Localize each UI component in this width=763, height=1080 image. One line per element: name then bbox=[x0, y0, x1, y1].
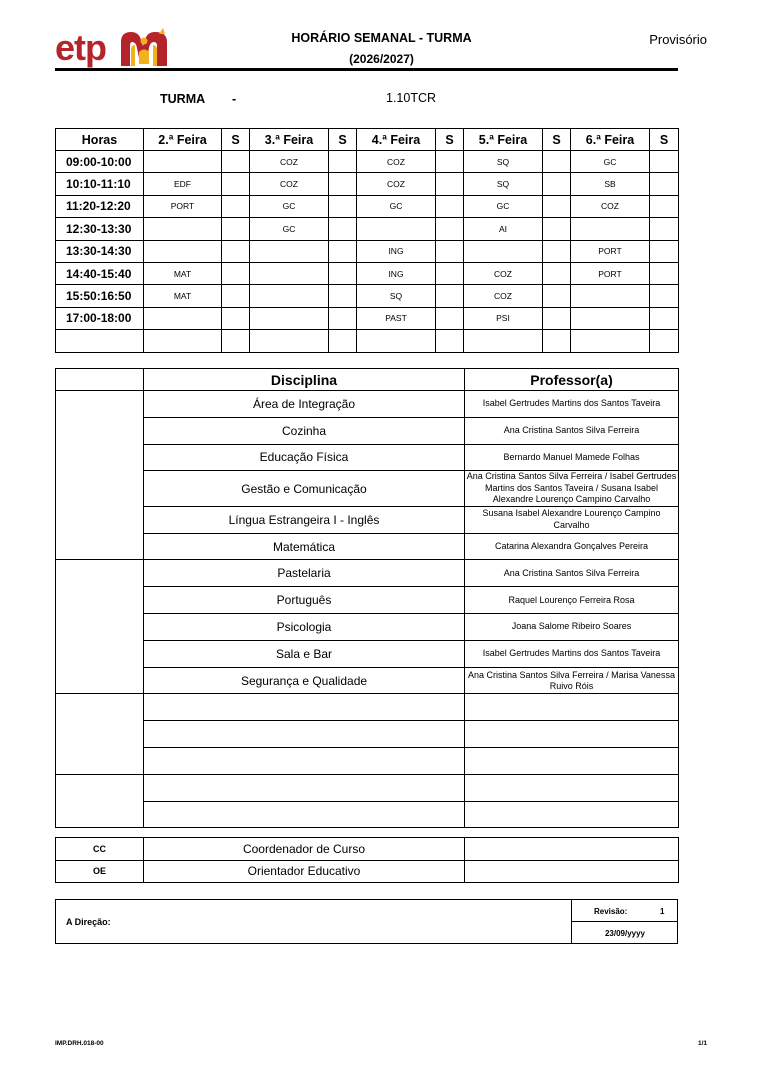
time-slot: 17:00-18:00 bbox=[56, 307, 144, 329]
group-cell bbox=[56, 774, 144, 828]
schedule-row bbox=[56, 218, 679, 240]
discipline-row bbox=[56, 391, 679, 418]
class-cell: GC bbox=[250, 218, 329, 240]
class-cell: GC bbox=[571, 151, 650, 173]
room-cell bbox=[543, 151, 571, 173]
class-cell: GC bbox=[464, 195, 543, 217]
role-code: OE bbox=[56, 860, 144, 883]
logo-text: etp bbox=[55, 27, 106, 68]
room-cell bbox=[650, 195, 679, 217]
role-name: Coordenador de Curso bbox=[144, 838, 465, 861]
class-cell: SB bbox=[571, 173, 650, 195]
coordination-row bbox=[56, 838, 679, 861]
room-cell bbox=[436, 307, 464, 329]
room-cell bbox=[650, 330, 679, 352]
class-cell bbox=[464, 240, 543, 262]
class-cell: GC bbox=[357, 195, 436, 217]
schedule-row bbox=[56, 195, 679, 217]
discipline-name bbox=[144, 748, 465, 775]
class-cell: EDF bbox=[144, 173, 222, 195]
room-cell bbox=[436, 330, 464, 352]
class-cell: ING bbox=[357, 240, 436, 262]
discipline-name: Educação Física bbox=[144, 444, 465, 471]
document-code: IMP.DRH.018-00 bbox=[55, 1040, 104, 1047]
class-cell: COZ bbox=[464, 285, 543, 307]
col-header-day: 6.ª Feira bbox=[571, 129, 650, 151]
room-cell bbox=[543, 262, 571, 284]
coordination-table bbox=[55, 837, 679, 883]
class-cell: COZ bbox=[357, 173, 436, 195]
discipline-row bbox=[56, 774, 679, 801]
class-cell bbox=[144, 307, 222, 329]
discipline-row bbox=[56, 801, 679, 828]
class-cell bbox=[357, 218, 436, 240]
room-cell bbox=[329, 240, 357, 262]
teacher-header: Professor(a) bbox=[465, 369, 679, 391]
room-cell bbox=[436, 262, 464, 284]
disciplines-body bbox=[56, 391, 679, 828]
col-header-hours: Horas bbox=[56, 129, 144, 151]
room-cell bbox=[329, 330, 357, 352]
room-cell bbox=[436, 151, 464, 173]
discipline-row bbox=[56, 640, 679, 667]
schedule-row bbox=[56, 151, 679, 173]
room-cell bbox=[222, 218, 250, 240]
room-cell bbox=[650, 173, 679, 195]
col-header-day: 3.ª Feira bbox=[250, 129, 329, 151]
discipline-row bbox=[56, 471, 679, 507]
discipline-name: Pastelaria bbox=[144, 560, 465, 587]
teacher-name bbox=[465, 748, 679, 775]
room-cell bbox=[222, 262, 250, 284]
discipline-name bbox=[144, 801, 465, 828]
page-number: 1/1 bbox=[697, 1040, 707, 1047]
room-cell bbox=[543, 173, 571, 195]
room-cell bbox=[650, 307, 679, 329]
col-header-room: S bbox=[436, 129, 464, 151]
col-header-day: 2.ª Feira bbox=[144, 129, 222, 151]
teacher-name: Isabel Gertrudes Martins dos Santos Taveira bbox=[465, 640, 679, 667]
room-cell bbox=[543, 240, 571, 262]
room-cell bbox=[543, 307, 571, 329]
class-cell bbox=[144, 240, 222, 262]
class-cell bbox=[144, 151, 222, 173]
room-cell bbox=[222, 285, 250, 307]
room-cell bbox=[222, 307, 250, 329]
discipline-name: Língua Estrangeira I - Inglês bbox=[144, 506, 465, 533]
discipline-row bbox=[56, 560, 679, 587]
role-person bbox=[465, 838, 679, 861]
turma-value: 1.10TCR bbox=[386, 91, 437, 105]
header-divider bbox=[55, 68, 678, 71]
schedule-row bbox=[56, 173, 679, 195]
discipline-name bbox=[144, 721, 465, 748]
disciplines-header-row bbox=[56, 369, 679, 391]
class-cell: PORT bbox=[144, 195, 222, 217]
teacher-name: Ana Cristina Santos Silva Ferreira bbox=[465, 560, 679, 587]
room-cell bbox=[543, 330, 571, 352]
class-cell: GC bbox=[250, 195, 329, 217]
discipline-name: Área de Integração bbox=[144, 391, 465, 418]
discipline-name: Gestão e Comunicação bbox=[144, 471, 465, 507]
room-cell bbox=[436, 285, 464, 307]
teacher-name bbox=[465, 801, 679, 828]
class-cell bbox=[571, 330, 650, 352]
school-year: (2026/2027) bbox=[349, 52, 414, 66]
discipline-name bbox=[144, 774, 465, 801]
discipline-row bbox=[56, 587, 679, 614]
col-header-room: S bbox=[543, 129, 571, 151]
teacher-name: Susana Isabel Alexandre Lourenço Campino Carvalho bbox=[465, 506, 679, 533]
discipline-name: Sala e Bar bbox=[144, 640, 465, 667]
class-cell bbox=[144, 218, 222, 240]
class-cell bbox=[250, 307, 329, 329]
teacher-name: Catarina Alexandra Gonçalves Pereira bbox=[465, 533, 679, 560]
class-cell: COZ bbox=[357, 151, 436, 173]
discipline-row bbox=[56, 506, 679, 533]
room-cell bbox=[329, 307, 357, 329]
teacher-name bbox=[465, 774, 679, 801]
schedule-table bbox=[55, 128, 679, 353]
discipline-name: Psicologia bbox=[144, 614, 465, 641]
disciplines-header-blank bbox=[56, 369, 144, 391]
class-cell: SQ bbox=[464, 151, 543, 173]
room-cell bbox=[543, 285, 571, 307]
class-cell: MAT bbox=[144, 262, 222, 284]
room-cell bbox=[543, 195, 571, 217]
discipline-row bbox=[56, 667, 679, 694]
teacher-name: Bernardo Manuel Mamede Folhas bbox=[465, 444, 679, 471]
time-slot: 13:30-14:30 bbox=[56, 240, 144, 262]
class-cell: ING bbox=[357, 262, 436, 284]
group-cell bbox=[56, 694, 144, 774]
time-slot: 15:50:16:50 bbox=[56, 285, 144, 307]
group-cell bbox=[56, 560, 144, 694]
col-header-room: S bbox=[222, 129, 250, 151]
direction-label: A Direção: bbox=[66, 917, 111, 927]
schedule-row bbox=[56, 307, 679, 329]
col-header-day: 5.ª Feira bbox=[464, 129, 543, 151]
room-cell bbox=[222, 173, 250, 195]
room-cell bbox=[543, 218, 571, 240]
schedule-body bbox=[56, 151, 679, 353]
status-label: Provisório bbox=[649, 32, 707, 47]
discipline-row bbox=[56, 694, 679, 721]
room-cell bbox=[329, 262, 357, 284]
class-cell bbox=[464, 330, 543, 352]
class-cell bbox=[571, 218, 650, 240]
class-cell bbox=[250, 240, 329, 262]
room-cell bbox=[329, 151, 357, 173]
room-cell bbox=[650, 240, 679, 262]
turma-separator: - bbox=[232, 92, 237, 106]
teacher-name: Raquel Lourenço Ferreira Rosa bbox=[465, 587, 679, 614]
discipline-name: Matemática bbox=[144, 533, 465, 560]
time-slot: 11:20-12:20 bbox=[56, 195, 144, 217]
schedule-row bbox=[56, 330, 679, 352]
room-cell bbox=[329, 173, 357, 195]
class-cell: MAT bbox=[144, 285, 222, 307]
discipline-header: Disciplina bbox=[144, 369, 465, 391]
role-name: Orientador Educativo bbox=[144, 860, 465, 883]
teacher-name: Isabel Gertrudes Martins dos Santos Taveira bbox=[465, 391, 679, 418]
teacher-name: Ana Cristina Santos Silva Ferreira / Marisa Vanessa Ruivo Róis bbox=[465, 667, 679, 694]
class-cell: PORT bbox=[571, 240, 650, 262]
time-slot bbox=[56, 330, 144, 352]
col-header-day: 4.ª Feira bbox=[357, 129, 436, 151]
teacher-name bbox=[465, 694, 679, 721]
class-cell: COZ bbox=[250, 151, 329, 173]
page-title: HORÁRIO SEMANAL - TURMA bbox=[291, 31, 472, 45]
time-slot: 09:00-10:00 bbox=[56, 151, 144, 173]
discipline-name: Segurança e Qualidade bbox=[144, 667, 465, 694]
revision-row bbox=[572, 900, 678, 922]
class-cell bbox=[250, 330, 329, 352]
teacher-name bbox=[465, 721, 679, 748]
class-cell: COZ bbox=[464, 262, 543, 284]
class-cell: COZ bbox=[250, 173, 329, 195]
room-cell bbox=[650, 285, 679, 307]
discipline-row bbox=[56, 417, 679, 444]
room-cell bbox=[222, 151, 250, 173]
class-cell: COZ bbox=[571, 195, 650, 217]
room-cell bbox=[222, 330, 250, 352]
room-cell bbox=[436, 218, 464, 240]
class-cell bbox=[357, 330, 436, 352]
revision-value: 1 bbox=[660, 907, 665, 916]
schedule-row bbox=[56, 285, 679, 307]
room-cell bbox=[222, 240, 250, 262]
room-cell bbox=[436, 195, 464, 217]
class-cell: SQ bbox=[357, 285, 436, 307]
teacher-name: Joana Salome Ribeiro Soares bbox=[465, 614, 679, 641]
class-cell: PAST bbox=[357, 307, 436, 329]
time-slot: 10:10-11:10 bbox=[56, 173, 144, 195]
class-cell: PSI bbox=[464, 307, 543, 329]
signature-box bbox=[55, 899, 678, 944]
class-cell bbox=[250, 285, 329, 307]
col-header-room: S bbox=[329, 129, 357, 151]
room-cell bbox=[222, 195, 250, 217]
room-cell bbox=[329, 285, 357, 307]
room-cell bbox=[329, 195, 357, 217]
class-cell bbox=[144, 330, 222, 352]
room-cell bbox=[436, 240, 464, 262]
room-cell bbox=[329, 218, 357, 240]
revision-box bbox=[571, 900, 677, 943]
discipline-row bbox=[56, 444, 679, 471]
schedule-header-row bbox=[56, 129, 679, 151]
class-cell bbox=[571, 285, 650, 307]
disciplines-table bbox=[55, 368, 679, 828]
class-cell bbox=[571, 307, 650, 329]
turma-label: TURMA bbox=[160, 92, 206, 106]
teacher-name: Ana Cristina Santos Silva Ferreira / Isabel Gertrudes Martins dos Santos Taveira / Susana Isabel Alexandre Lourenço Campino Carvalho bbox=[465, 471, 679, 507]
coordination-row bbox=[56, 860, 679, 883]
discipline-row bbox=[56, 721, 679, 748]
discipline-name bbox=[144, 694, 465, 721]
room-cell bbox=[650, 151, 679, 173]
time-slot: 12:30-13:30 bbox=[56, 218, 144, 240]
class-cell: PORT bbox=[571, 262, 650, 284]
revision-date: 23/09/yyyy bbox=[604, 929, 646, 938]
room-cell bbox=[436, 173, 464, 195]
discipline-name: Português bbox=[144, 587, 465, 614]
revision-label: Revisão: bbox=[594, 907, 628, 916]
class-cell: SQ bbox=[464, 173, 543, 195]
col-header-room: S bbox=[650, 129, 679, 151]
group-cell bbox=[56, 391, 144, 560]
room-cell bbox=[650, 218, 679, 240]
time-slot: 14:40-15:40 bbox=[56, 262, 144, 284]
schedule-row bbox=[56, 240, 679, 262]
discipline-row bbox=[56, 748, 679, 775]
discipline-row bbox=[56, 614, 679, 641]
class-cell: AI bbox=[464, 218, 543, 240]
room-cell bbox=[650, 262, 679, 284]
role-person bbox=[465, 860, 679, 883]
schedule-row bbox=[56, 262, 679, 284]
class-cell bbox=[250, 262, 329, 284]
discipline-row bbox=[56, 533, 679, 560]
role-code: CC bbox=[56, 838, 144, 861]
discipline-name: Cozinha bbox=[144, 417, 465, 444]
teacher-name: Ana Cristina Santos Silva Ferreira bbox=[465, 417, 679, 444]
